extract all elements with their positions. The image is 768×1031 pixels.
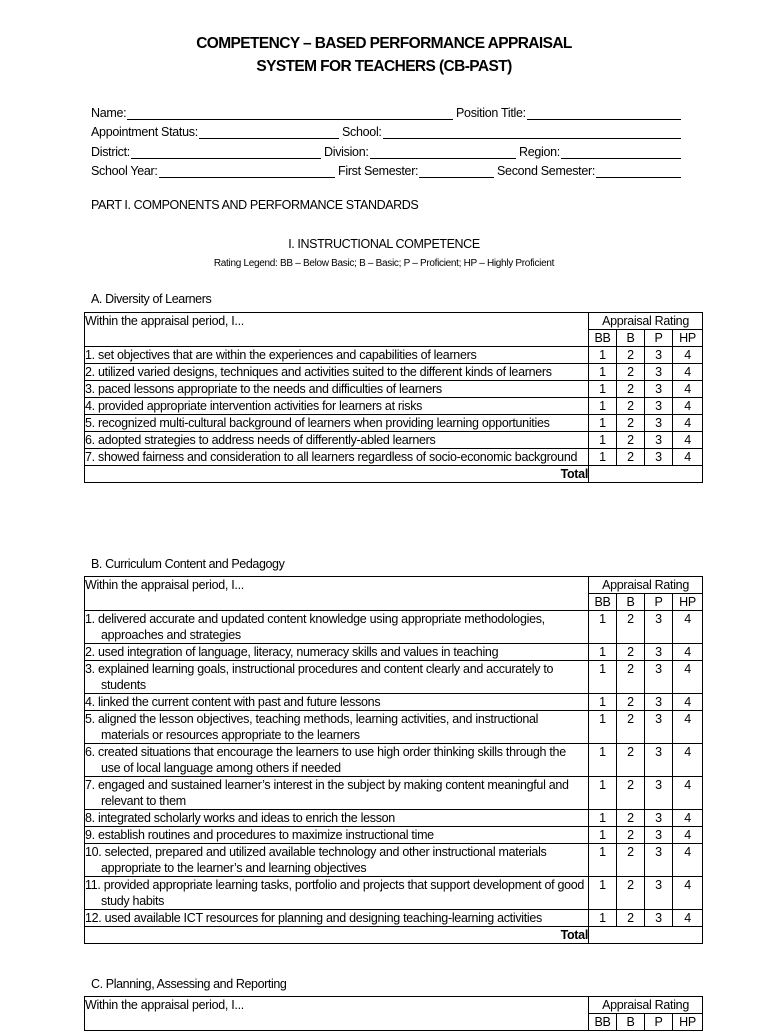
- rating-3[interactable]: 3: [645, 644, 673, 661]
- division-field[interactable]: [370, 145, 516, 159]
- scale-hp: HP: [673, 594, 703, 611]
- rating-4[interactable]: 4: [673, 415, 703, 432]
- item-text: 2. utilized varied designs, techniques and activities suited to the different kinds of learners: [85, 365, 552, 379]
- scale-b: B: [617, 594, 645, 611]
- rating-3[interactable]: 3: [645, 777, 673, 810]
- school-year-field[interactable]: [159, 164, 335, 178]
- rating-2[interactable]: 2: [617, 877, 645, 910]
- rating-2[interactable]: 2: [617, 711, 645, 744]
- section-c-table: [84, 996, 703, 1031]
- second-semester-label: Second Semester:: [497, 164, 596, 178]
- table-row: [85, 415, 703, 432]
- item-text: 8. integrated scholarly works and ideas to enrich the lesson: [85, 811, 395, 825]
- table-row: [85, 449, 703, 466]
- scale-hp: HP: [673, 1014, 703, 1031]
- total-value-field[interactable]: [589, 466, 703, 483]
- scale-p: P: [645, 330, 673, 347]
- rating-2[interactable]: 2: [617, 415, 645, 432]
- rating-2[interactable]: 2: [617, 364, 645, 381]
- rating-1[interactable]: 1: [589, 744, 617, 777]
- rating-3[interactable]: 3: [645, 910, 673, 927]
- rating-1[interactable]: 1: [589, 844, 617, 877]
- section-a-table: [84, 312, 703, 483]
- appraisal-rating-header: Appraisal Rating: [589, 997, 703, 1014]
- first-semester-field[interactable]: [419, 164, 494, 178]
- district-field[interactable]: [131, 145, 321, 159]
- scale-bb: BB: [589, 1014, 617, 1031]
- rating-3[interactable]: 3: [645, 398, 673, 415]
- rating-2[interactable]: 2: [617, 644, 645, 661]
- name-field[interactable]: [127, 106, 453, 120]
- table-row: [85, 711, 703, 744]
- rating-1[interactable]: 1: [589, 711, 617, 744]
- table-row: [85, 364, 703, 381]
- rating-2[interactable]: 2: [617, 611, 645, 644]
- rating-1[interactable]: 1: [589, 398, 617, 415]
- scale-p: P: [645, 594, 673, 611]
- rating-4[interactable]: 4: [673, 844, 703, 877]
- item-text: 7. engaged and sustained learner’s interest in the subject by making content meaningful and relevant to them: [85, 778, 569, 808]
- rating-4[interactable]: 4: [673, 347, 703, 364]
- part-title: PART I. COMPONENTS AND PERFORMANCE STANDARDS: [91, 198, 419, 212]
- table-row: [85, 810, 703, 827]
- total-label: Total: [85, 927, 589, 944]
- teacher-info-fields: [91, 100, 681, 178]
- item-text: 1. set objectives that are within the experiences and capabilities of learners: [85, 348, 477, 362]
- rating-4[interactable]: 4: [673, 364, 703, 381]
- table-row: [85, 910, 703, 927]
- rating-2[interactable]: 2: [617, 347, 645, 364]
- scale-b: B: [617, 1014, 645, 1031]
- section-b-table: [84, 576, 703, 944]
- rating-4[interactable]: 4: [673, 661, 703, 694]
- position-title-label: Position Title:: [456, 105, 526, 120]
- appointment-status-label: Appointment Status:: [91, 125, 198, 139]
- table-row: [85, 381, 703, 398]
- school-year-label: School Year:: [91, 164, 158, 178]
- item-text: 6. created situations that encourage the learners to use high order thinking skills through the use of local language among others if needed: [85, 745, 566, 775]
- rating-3[interactable]: 3: [645, 381, 673, 398]
- scale-hp: HP: [673, 330, 703, 347]
- appointment-status-field[interactable]: [199, 125, 339, 139]
- rating-1[interactable]: 1: [589, 432, 617, 449]
- rating-4[interactable]: 4: [673, 611, 703, 644]
- item-text: 2. used integration of language, literacy, numeracy skills and values in teaching: [85, 645, 499, 659]
- table-row: [85, 877, 703, 910]
- form-title-line1: COMPETENCY – BASED PERFORMANCE APPRAISAL: [196, 35, 572, 52]
- position-title-field[interactable]: [527, 106, 681, 120]
- rating-4[interactable]: 4: [673, 827, 703, 844]
- scale-bb: BB: [589, 330, 617, 347]
- rating-3[interactable]: 3: [645, 844, 673, 877]
- school-label: School:: [342, 125, 382, 139]
- table-row: [85, 777, 703, 810]
- rating-4[interactable]: 4: [673, 644, 703, 661]
- rating-1[interactable]: 1: [589, 347, 617, 364]
- rating-3[interactable]: 3: [645, 432, 673, 449]
- item-text: 5. aligned the lesson objectives, teaching methods, learning activities, and instructional materials or resources appropriate to the learners: [85, 712, 539, 742]
- item-text: 4. provided appropriate intervention activities for learners at risks: [85, 399, 423, 413]
- table-row: [85, 432, 703, 449]
- table-row: [85, 844, 703, 877]
- rating-legend: Rating Legend: BB – Below Basic; B – Basic; P – Proficient; HP – Highly Proficient: [213, 258, 555, 269]
- item-text: 5. recognized multi-cultural background of learners when providing learning opportunities: [85, 416, 550, 430]
- rating-1[interactable]: 1: [589, 611, 617, 644]
- rating-1[interactable]: 1: [589, 910, 617, 927]
- item-text: 3. paced lessons appropriate to the needs and difficulties of learners: [85, 382, 442, 396]
- table-row: [85, 644, 703, 661]
- table-row: [85, 744, 703, 777]
- rating-1[interactable]: 1: [589, 694, 617, 711]
- rating-2[interactable]: 2: [617, 827, 645, 844]
- rating-4[interactable]: 4: [673, 744, 703, 777]
- rating-2[interactable]: 2: [617, 694, 645, 711]
- rating-2[interactable]: 2: [617, 432, 645, 449]
- table-row: [85, 827, 703, 844]
- rating-3[interactable]: 3: [645, 711, 673, 744]
- item-text: 4. linked the current content with past and future lessons: [85, 695, 381, 709]
- rating-3[interactable]: 3: [645, 661, 673, 694]
- first-semester-label: First Semester:: [338, 164, 419, 178]
- rating-4[interactable]: 4: [673, 432, 703, 449]
- section-b-heading: B. Curriculum Content and Pedagogy: [91, 557, 285, 571]
- rating-3[interactable]: 3: [645, 611, 673, 644]
- total-value-field[interactable]: [589, 927, 703, 944]
- appraisal-rating-header: Appraisal Rating: [589, 313, 703, 330]
- table-intro: Within the appraisal period, I...: [85, 997, 589, 1031]
- item-text: 11. provided appropriate learning tasks, portfolio and projects that support development of good study habits: [85, 878, 585, 908]
- rating-3[interactable]: 3: [645, 347, 673, 364]
- rating-1[interactable]: 1: [589, 661, 617, 694]
- scale-b: B: [617, 330, 645, 347]
- rating-2[interactable]: 2: [617, 449, 645, 466]
- rating-2[interactable]: 2: [617, 381, 645, 398]
- rating-3[interactable]: 3: [645, 415, 673, 432]
- rating-3[interactable]: 3: [645, 364, 673, 381]
- table-row: [85, 611, 703, 644]
- item-text: 7. showed fairness and consideration to all learners regardless of socio-economic background: [85, 450, 578, 464]
- rating-1[interactable]: 1: [589, 449, 617, 466]
- item-text: 6. adopted strategies to address needs of differently-abled learners: [85, 433, 436, 447]
- rating-1[interactable]: 1: [589, 810, 617, 827]
- rating-1[interactable]: 1: [589, 415, 617, 432]
- rating-2[interactable]: 2: [617, 810, 645, 827]
- region-field[interactable]: [561, 145, 681, 159]
- rating-1[interactable]: 1: [589, 381, 617, 398]
- rating-4[interactable]: 4: [673, 381, 703, 398]
- rating-4[interactable]: 4: [673, 694, 703, 711]
- table-row: [85, 398, 703, 415]
- rating-2[interactable]: 2: [617, 398, 645, 415]
- rating-1[interactable]: 1: [589, 827, 617, 844]
- appraisal-rating-header: Appraisal Rating: [589, 577, 703, 594]
- item-text: 10. selected, prepared and utilized available technology and other instructional materials appropriate to the learner’s and learning objectives: [85, 845, 547, 875]
- rating-4[interactable]: 4: [673, 877, 703, 910]
- table-intro: Within the appraisal period, I...: [85, 577, 589, 611]
- item-text: 9. establish routines and procedures to maximize instructional time: [85, 828, 434, 842]
- rating-2[interactable]: 2: [617, 910, 645, 927]
- name-label: Name:: [91, 105, 127, 120]
- rating-2[interactable]: 2: [617, 844, 645, 877]
- rating-2[interactable]: 2: [617, 777, 645, 810]
- rating-1[interactable]: 1: [589, 644, 617, 661]
- rating-1[interactable]: 1: [589, 777, 617, 810]
- rating-1[interactable]: 1: [589, 364, 617, 381]
- rating-4[interactable]: 4: [673, 777, 703, 810]
- division-label: Division:: [324, 144, 369, 159]
- total-label: Total: [85, 466, 589, 483]
- table-intro: Within the appraisal period, I...: [85, 313, 589, 347]
- rating-3[interactable]: 3: [645, 744, 673, 777]
- scale-bb: BB: [589, 594, 617, 611]
- rating-3[interactable]: 3: [645, 810, 673, 827]
- table-row: [85, 694, 703, 711]
- item-text: 12. used available ICT resources for planning and designing teaching-learning activities: [85, 911, 542, 925]
- rating-3[interactable]: 3: [645, 449, 673, 466]
- rating-3[interactable]: 3: [645, 694, 673, 711]
- rating-2[interactable]: 2: [617, 744, 645, 777]
- rating-3[interactable]: 3: [645, 827, 673, 844]
- district-label: District:: [91, 144, 130, 159]
- section-a-heading: A. Diversity of Learners: [91, 292, 212, 306]
- rating-4[interactable]: 4: [673, 910, 703, 927]
- item-text: 1. delivered accurate and updated content knowledge using appropriate methodologies, approaches and strategies: [85, 612, 545, 642]
- region-label: Region:: [519, 144, 560, 159]
- rating-4[interactable]: 4: [673, 810, 703, 827]
- rating-3[interactable]: 3: [645, 877, 673, 910]
- school-field[interactable]: [383, 125, 681, 139]
- scale-p: P: [645, 1014, 673, 1031]
- section-c-heading: C. Planning, Assessing and Reporting: [91, 977, 287, 991]
- form-title-line2: SYSTEM FOR TEACHERS (CB-PAST): [256, 58, 512, 75]
- rating-4[interactable]: 4: [673, 711, 703, 744]
- rating-4[interactable]: 4: [673, 398, 703, 415]
- rating-1[interactable]: 1: [589, 877, 617, 910]
- second-semester-field[interactable]: [596, 164, 681, 178]
- item-text: 3. explained learning goals, instructional procedures and content clearly and accurately to students: [85, 662, 554, 692]
- section-title: I. INSTRUCTIONAL COMPETENCE: [288, 237, 480, 251]
- rating-2[interactable]: 2: [617, 661, 645, 694]
- table-row: [85, 661, 703, 694]
- table-row: [85, 347, 703, 364]
- rating-4[interactable]: 4: [673, 449, 703, 466]
